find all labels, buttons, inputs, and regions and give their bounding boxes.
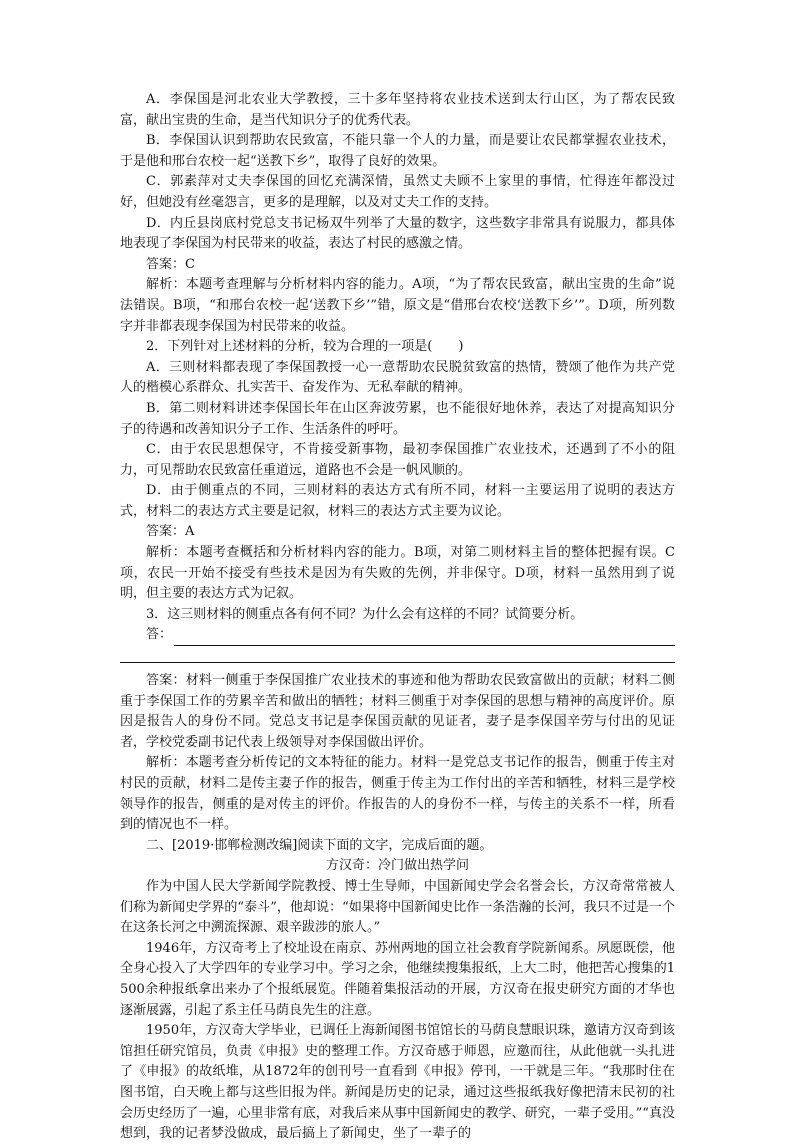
q2-answer: 答案：A (146, 524, 195, 540)
q2-option-d: D．由于侧重点的不同，三则材料的表达方式有所不同，材料一主要运用了说明的表达方式，材料二的表达方式主要是记叙，材料三的表达方式主要为议论。 (120, 483, 675, 519)
q3-answer-line (120, 625, 675, 646)
article-paragraph: 作为中国人民大学新闻学院教授、博士生导师，中国新闻史学会名誉会长，方汉奇常常被人们称为新闻史学界的“泰斗”，他却说：“如果将中国新闻史比作一条浩瀚的长河，我只不过是一个在这条长河之中溯流探源、艰辛跋涉的旅人。” (120, 878, 675, 936)
section2-heading: 二、[2019·邯郸检测改编]阅读下面的文字，完成后面的题。 (146, 837, 493, 853)
q1-option-d: D．内丘县岗底村党总支书记杨双牛列举了大量的数字，这些数字非常具有说服力，都具体地表现了李保国为村民带来的收益，表达了村民的感激之情。 (120, 215, 675, 252)
q1-analysis: 解析：本题考查理解与分析材料内容的能力。A项，“为了帮农民致富，献出宝贵的生命”说法错误。B项，“和邢台农校一起‘送教下乡’”错，原文是“借邢台农校‘送教下乡’”。D项，所列数字并非都表现李保国为村民带来的收益。 (120, 277, 675, 334)
document-page (120, 90, 675, 1145)
q2-analysis: 解析：本题考查概括和分析材料内容的能力。B项，对第二则材料主旨的整体把握有误。C项，农民一开始不接受有些技术是因为有失败的先例，并非保守。D项，材料一虽然用到了说明，但主要的表达方式为记叙。 (120, 545, 675, 602)
article-title: 方汉奇：冷门做出热学问 (325, 858, 469, 874)
answer-rule (174, 631, 675, 646)
q2-option-c: C．由于农民思想保守，不肯接受新事物，最初李保国推广农业技术，还遇到了不小的阻力，可见帮助农民致富任重道远，道路也不会是一帆风顺的。 (120, 442, 675, 478)
q1-option-c: C．郭素萍对丈夫李保国的回忆充满深情，虽然丈夫顾不上家里的事情，忙得连年都没过好，但她没有丝毫怨言，更多的是理解，以及对丈夫工作的支持。 (120, 174, 675, 210)
answer-rule-2 (120, 646, 675, 663)
q3-stem: 3．这三则材料的侧重点各有何不同？为什么会有这样的不同？试简要分析。 (146, 606, 584, 622)
q3-answer-label: 答： (146, 627, 173, 643)
q1-answer: 答案：C (146, 256, 195, 272)
q1-option-b: B．李保国认识到帮助农民致富，不能只靠一个人的力量，而是要让农民都掌握农业技术，于是他和邢台农校一起“送教下乡”，取得了良好的效果。 (120, 133, 675, 169)
q2-stem: 2．下列针对上述材料的分析，较为合理的一项是( ) (146, 339, 464, 355)
q3-answer: 答案：材料一侧重于李保国推广农业技术的事迹和他为帮助农民致富做出的贡献；材料二侧重于李保国工作的劳累辛苦和做出的牺牲；材料三侧重于对李保国的思想与精神的高度评价。原因是报告人的身份不同。党总支书记是李保国贡献的见证者，妻子是李保国辛劳与付出的见证者，学校党委副书记代表上级领导对李保国做出评价。 (120, 673, 675, 750)
article-paragraph: 1950年，方汉奇大学毕业，已调任上海新闻图书馆馆长的马荫良慧眼识珠，邀请方汉奇到该馆担任研究馆员，负责《申报》史的整理工作。方汉奇感于师恩，应邀而往，从此他就一头扎进了《申报》的故纸堆，从1872年的创刊号一直看到《申报》停刊，一干就是三年。“我那时住在图书馆，白天晚上都与这些旧报为伴。新闻是历史的记录，通过这些报纸我好像把清末民初的社会历史经历了一遍，心里非常有底，对我后来从事中国新闻史的教学、研究，一辈子受用。”“真没想到，我的记者梦没做成，最后搞上了新闻史，坐了一辈子的 (120, 1023, 675, 1142)
q2-option-a: A．三则材料都表现了李保国教授一心一意帮助农民脱贫致富的热情，赞颂了他作为共产党人的楷模心系群众、扎实苦干、奋发作为、无私奉献的精神。 (120, 359, 675, 396)
article-paragraph: 1946年，方汉奇考上了校址设在南京、苏州两地的国立社会教育学院新闻系。夙愿既偿，他全身心投入了大学四年的专业学习中。学习之余，他继续搜集报纸，上大二时，他把苦心搜集的1500余种报纸拿出来办了个报纸展览。伴随着集报活动的开展，方汉奇在报史研究方面的才华也逐渐展露，引起了系主任马荫良先生的注意。 (120, 940, 675, 1018)
q3-analysis: 解析：本题考查分析传记的文本特征的能力。材料一是党总支书记作的报告，侧重于传主对村民的贡献，材料二是传主妻子作的报告，侧重于传主为工作付出的辛苦和牺牲，材料三是学校领导作的报告，侧重的是对传主的评价。作报告的人的身份不一样，与传主的关系不一样，所看到的情况也不一样。 (120, 755, 675, 833)
q2-option-b: B．第二则材料讲述李保国长年在山区奔波劳累，也不能很好地休养，表达了对提高知识分子的待遇和改善知识分子工作、生活条件的呼吁。 (120, 400, 675, 437)
q1-option-a: A．李保国是河北农业大学教授，三十多年坚持将农业技术送到太行山区，为了帮农民致富，献出宝贵的生命，是当代知识分子的优秀代表。 (120, 92, 675, 128)
